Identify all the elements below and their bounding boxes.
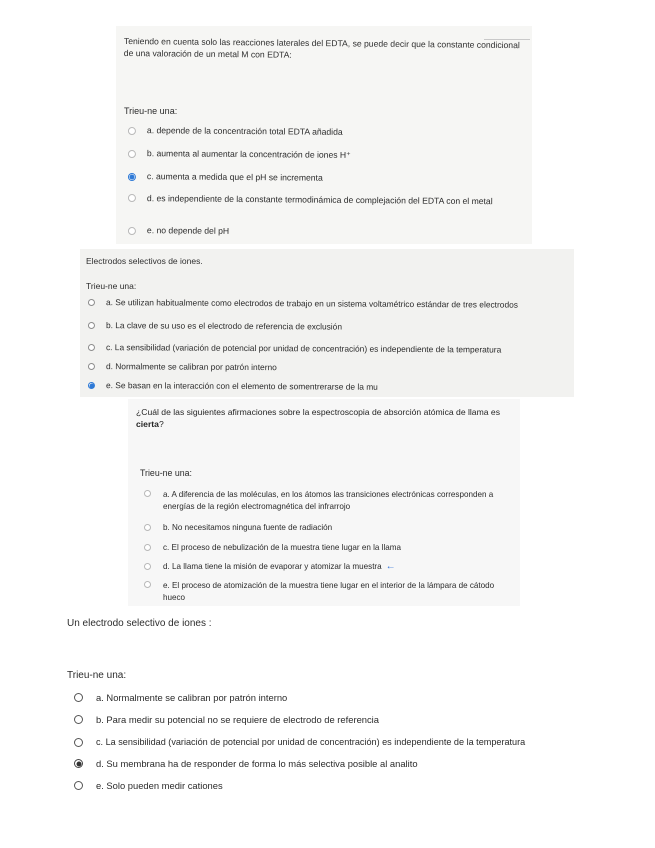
option-label: a. depende de la concentración total EDTA añadida xyxy=(146,125,343,137)
question-text: Teniendo en cuenta solo las reacciones laterales del EDTA, se puede decir que la constante condicional de una valoración de un metal M con EDTA: xyxy=(123,36,520,60)
option-d[interactable] xyxy=(128,192,523,208)
option-c[interactable] xyxy=(144,543,401,552)
option-d[interactable] xyxy=(144,562,396,572)
option-a[interactable] xyxy=(88,297,518,310)
option-label: d. es independiente de la constante termodinámica de complejación del EDTA con el metal xyxy=(146,193,493,207)
option-e[interactable] xyxy=(88,380,378,392)
radio-button[interactable] xyxy=(128,194,136,202)
question-text: Electrodos selectivos de iones. xyxy=(86,256,203,266)
radio-button[interactable] xyxy=(144,581,151,588)
radio-button[interactable] xyxy=(128,127,136,135)
answer-prompt: Trieu-ne una: xyxy=(86,281,137,291)
radio-button[interactable] xyxy=(88,299,95,306)
option-b[interactable] xyxy=(144,523,332,532)
option-e[interactable] xyxy=(128,225,229,236)
question-card-atomic-absorption xyxy=(128,399,520,606)
option-label: c. El proceso de nebulización de la muestra tiene lugar en la llama xyxy=(163,543,402,552)
question-card-edta xyxy=(116,26,532,244)
option-label: e. El proceso de atomización de la muestra tiene lugar en el interior de la lámpara de cátodo hueco xyxy=(163,581,495,602)
radio-button[interactable] xyxy=(144,490,151,497)
radio-button[interactable] xyxy=(128,227,136,235)
option-b[interactable] xyxy=(88,320,342,332)
question-mark: ? xyxy=(158,418,164,429)
answer-prompt: Trieu-ne una: xyxy=(140,468,192,478)
option-label: e. Se basan en la interacción con el elemento de somentrerarse de la mu xyxy=(105,380,378,392)
option-label: e. no depende del pH xyxy=(146,225,230,236)
radio-button[interactable] xyxy=(88,363,95,370)
question-text-main: ¿Cuál de las siguientes afirmaciones sobre la espectroscopia de absorción atómica de llama es xyxy=(136,407,500,417)
option-b[interactable] xyxy=(74,714,379,725)
option-a[interactable] xyxy=(74,692,287,703)
answer-prompt: Trieu-ne una: xyxy=(67,670,127,681)
option-label: c. La sensibilidad (variación de potencial por unidad de concentración) es independiente de la temperatura xyxy=(96,737,526,747)
option-label: d. Su membrana ha de responder de forma lo más selectiva posible al analito xyxy=(96,758,418,769)
option-e[interactable] xyxy=(144,580,504,603)
option-label: e. Solo pueden medir cationes xyxy=(96,780,223,791)
radio-button[interactable] xyxy=(88,344,95,351)
question-card-ion-selective-electrodes xyxy=(80,249,574,397)
radio-button[interactable] xyxy=(74,738,83,747)
option-label: d. La llama tiene la misión de evaporar y atomizar la muestra xyxy=(163,562,382,571)
option-label: d. Normalmente se calibran por patrón interno xyxy=(105,361,277,373)
option-label: b. La clave de su uso es el electrodo de referencia de exclusión xyxy=(105,320,343,332)
radio-button[interactable] xyxy=(74,715,83,724)
question-emphasis: cierta xyxy=(136,418,159,429)
option-label: c. aumenta a medida que el pH se incrementa xyxy=(146,171,323,183)
option-c[interactable] xyxy=(128,171,323,183)
option-label: b. Para medir su potencial no se requiere de electrodo de referencia xyxy=(96,714,379,725)
option-c[interactable] xyxy=(88,342,501,355)
radio-button[interactable] xyxy=(74,781,83,790)
radio-button-selected[interactable] xyxy=(88,382,95,389)
option-d[interactable] xyxy=(74,758,418,769)
arrow-left-icon: ← xyxy=(385,561,396,572)
radio-button[interactable] xyxy=(144,563,151,570)
option-e[interactable] xyxy=(74,780,223,791)
radio-button[interactable] xyxy=(144,524,151,531)
radio-button-selected[interactable] xyxy=(74,759,83,768)
option-b[interactable] xyxy=(128,148,351,161)
option-label: c. La sensibilidad (variación de potencial por unidad de concentración) es independiente de la temperatura xyxy=(105,342,502,355)
option-a[interactable] xyxy=(144,489,504,512)
option-label: b. aumenta al aumentar la concentración de iones H⁺ xyxy=(146,148,351,160)
radio-button[interactable] xyxy=(88,322,95,329)
option-a[interactable] xyxy=(128,125,343,137)
question-text xyxy=(136,407,516,430)
option-label: a. A diferencia de las moléculas, en los átomos las transiciones electrónicas corresponden a energías de la región electromagnética del infrarrojo xyxy=(163,490,494,511)
radio-button[interactable] xyxy=(74,693,83,702)
radio-button-selected[interactable] xyxy=(128,173,136,181)
option-label: a. Normalmente se calibran por patrón interno xyxy=(96,692,288,703)
answer-prompt: Trieu-ne una: xyxy=(124,106,178,116)
radio-button[interactable] xyxy=(128,150,136,158)
radio-button[interactable] xyxy=(144,544,151,551)
option-label: b. No necesitamos ninguna fuente de radiación xyxy=(163,523,333,532)
question-card-ion-selective-electrode xyxy=(64,615,590,795)
option-c[interactable] xyxy=(74,737,525,747)
question-text: Un electrodo selectivo de iones : xyxy=(67,618,212,629)
option-label: a. Se utilizan habitualmente como electrodos de trabajo en un sistema voltamétrico estándar de tres electrodos xyxy=(105,297,518,310)
option-d[interactable] xyxy=(88,361,277,372)
